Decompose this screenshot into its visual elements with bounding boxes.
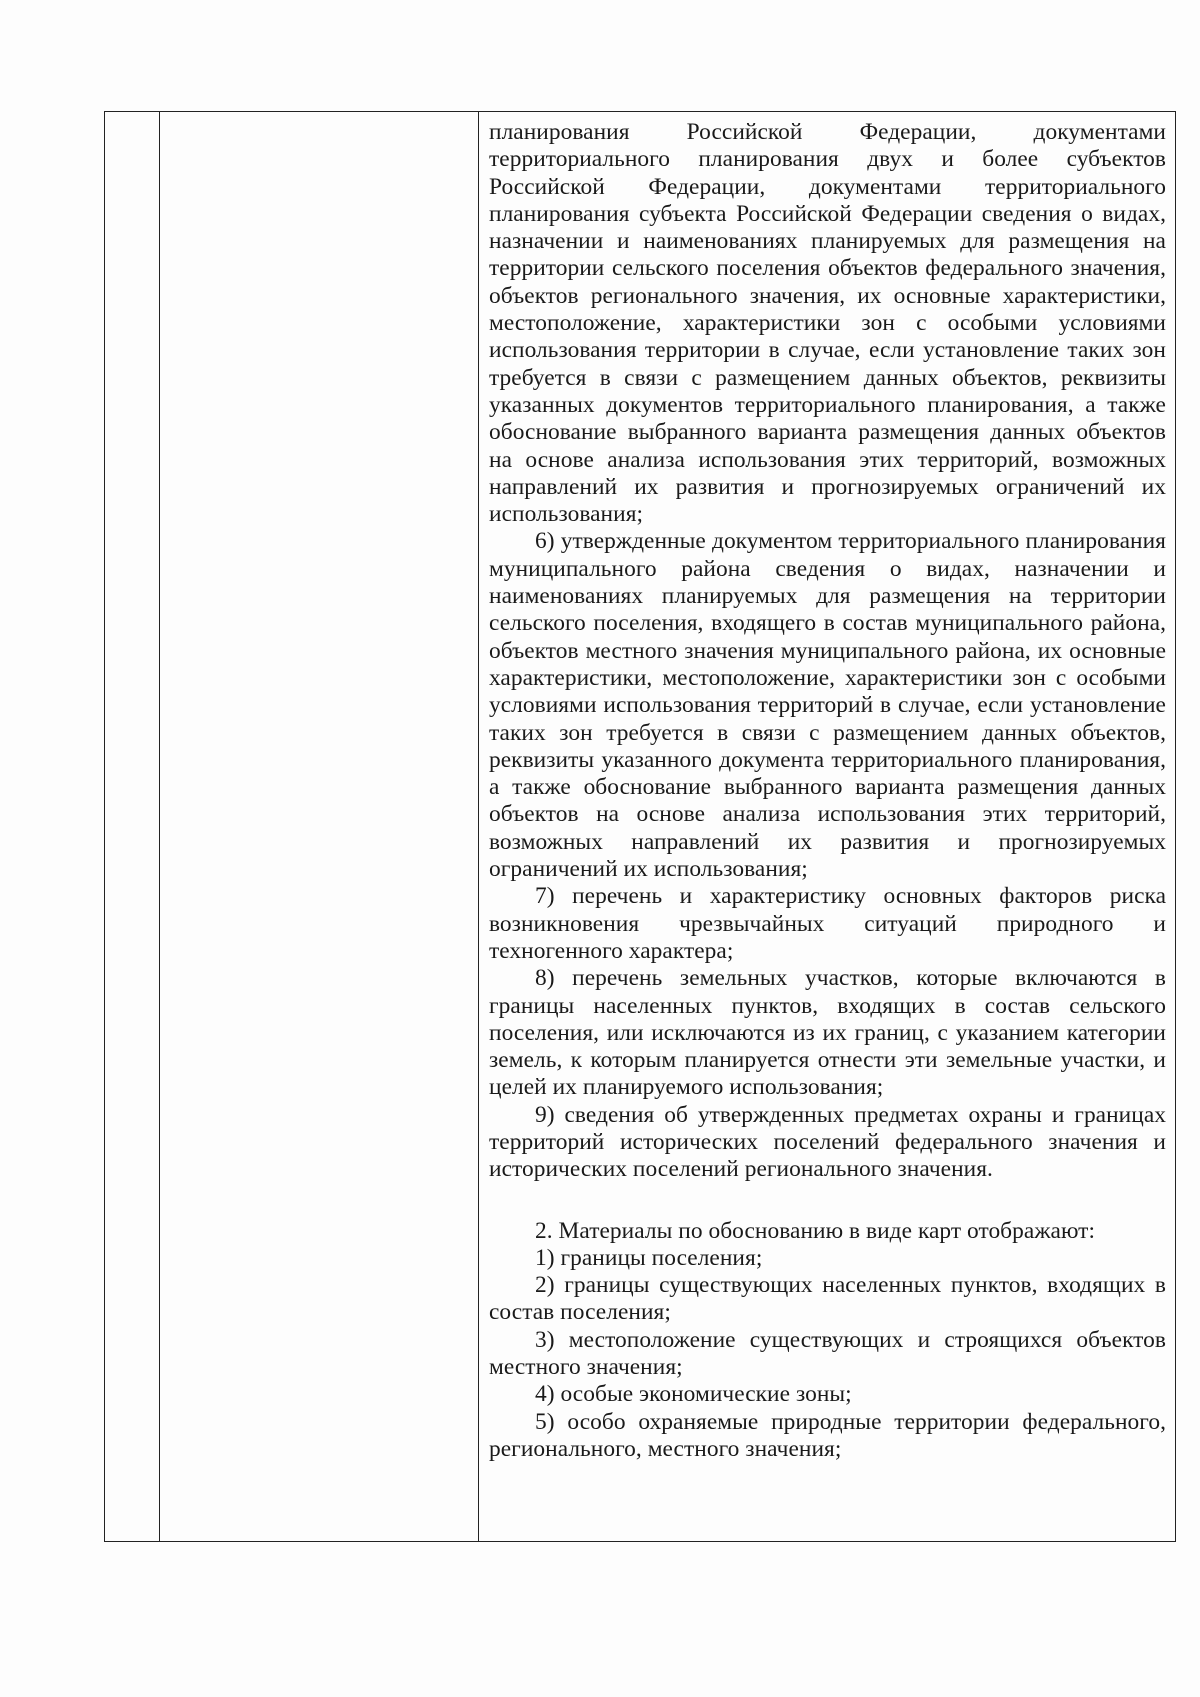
document-table xyxy=(104,111,1176,1542)
paragraph-item-7: 7) перечень и характеристику основных факторов риска возникновения чрезвычайных ситуаций природного и техногенного характера; xyxy=(489,883,1166,964)
paragraph-continuation: планирования Российской Федерации, документами территориального планирования двух и более субъектов Российской Федерации, документами территориального планирования субъекта Российской Федерации сведения о видах, назначении и наименованиях планируемых для размещения на территории сельского поселения объектов федерального значения, объектов регионального значения, их основные характеристики, местоположение, характеристики зон с особыми условиями использования территории в случае, если установление таких зон требуется в связи с размещением данных объектов, реквизиты указанных документов территориального планирования, а также обоснование выбранного варианта размещения данных объектов на основе анализа использования этих территорий, возможных направлений их развития и прогнозируемых ограничений их использования; xyxy=(489,119,1166,528)
number-cell xyxy=(105,112,160,1542)
paragraph-gap xyxy=(489,1184,1166,1218)
section-2-item-2: 2) границы существующих населенных пунктов, входящих в состав поселения; xyxy=(489,1272,1166,1326)
table-row xyxy=(105,112,1176,1542)
paragraph-item-8: 8) перечень земельных участков, которые включаются в границы населенных пунктов, входящих в состав сельского поселения, или исключаются из их границ, с указанием категории земель, к которым планируется отнести эти земельные участки, и целей их планируемого использования; xyxy=(489,965,1166,1101)
section-2-item-1: 1) границы поселения; xyxy=(535,1244,763,1271)
section-2-item-4: 4) особые экономические зоны; xyxy=(535,1381,852,1408)
name-cell xyxy=(160,112,479,1542)
paragraph-item-9: 9) сведения об утвержденных предметах охраны и границах территорий исторических поселений федерального значения и исторических поселений регионального значения. xyxy=(489,1101,1166,1183)
content-cell xyxy=(479,112,1176,1542)
section-2-item-3: 3) местоположение существующих и строящихся объектов местного значения; xyxy=(489,1326,1166,1381)
section-2-heading: 2. Материалы по обоснованию в виде карт отображают: xyxy=(535,1217,1095,1244)
section-2-item-5: 5) особо охраняемые природные территории федерального, регионального, местного значения; xyxy=(489,1408,1166,1462)
paragraph-item-6: 6) утвержденные документом территориального планирования муниципального района сведения о видах, назначении и наименованиях планируемых для размещения на территории сельского поселения, входящего в состав муниципального района, объектов местного значения муниципального района, их основные характеристики, местоположение, характеристики зон с особыми условиями использования территорий в случае, если установление таких зон требуется в связи с размещением данных объектов, реквизиты указанного документа территориального планирования, а также обоснование выбранного варианта размещения данных объектов на основе анализа использования этих территорий, возможных направлений их развития и прогнозируемых ограничений их использования; xyxy=(489,528,1166,883)
